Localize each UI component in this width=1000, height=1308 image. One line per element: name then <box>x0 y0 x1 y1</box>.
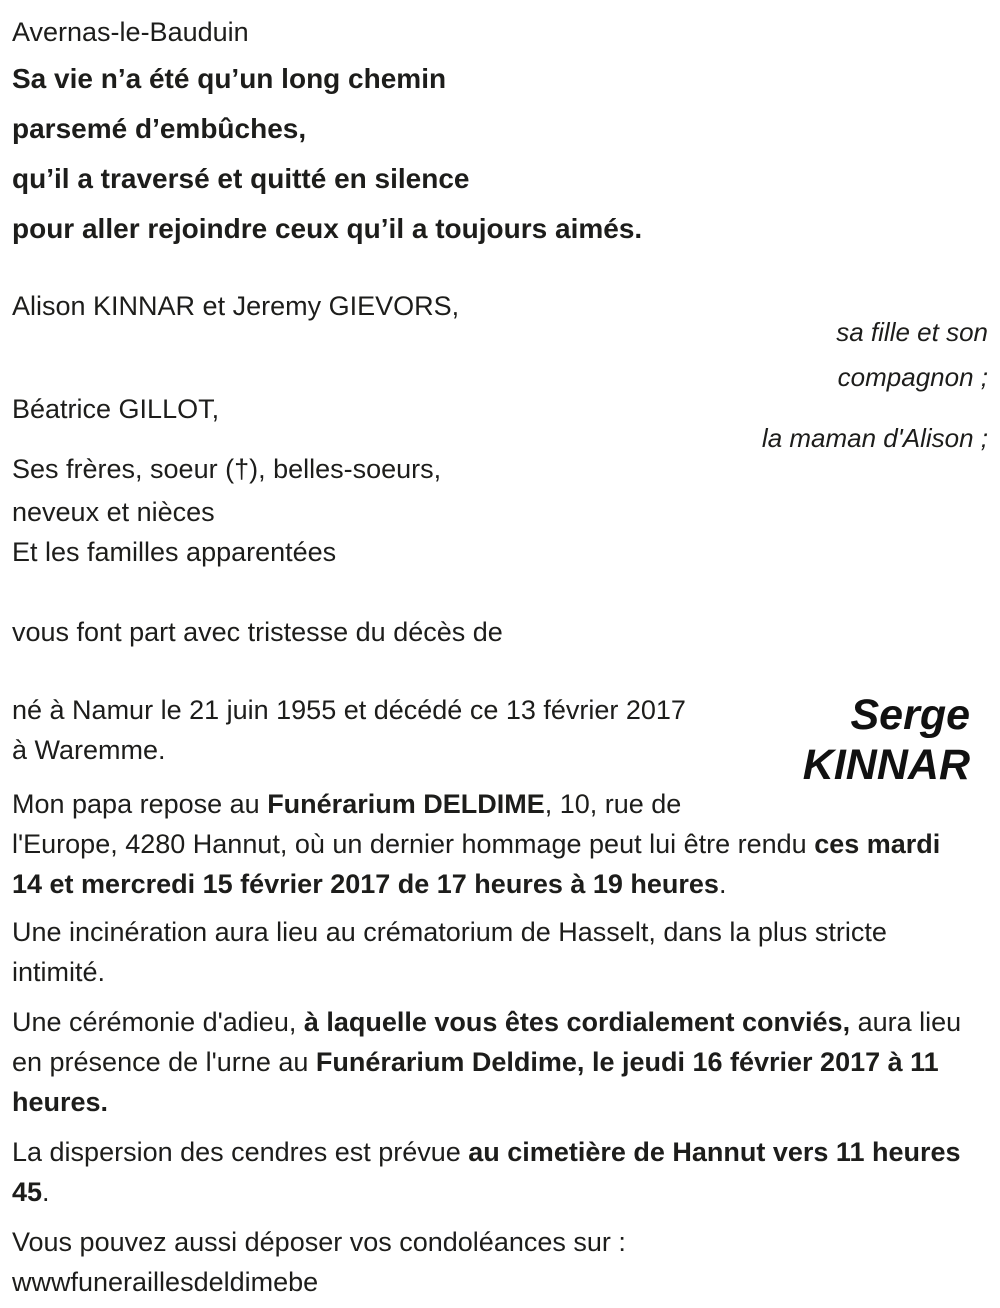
incineration-paragraph: Une incinération aura lieu au crématorium de Hasselt, dans la plus stricte intimité. <box>12 917 887 987</box>
family-siblings-line: Ses frères, soeur (†), belles-soeurs, <box>12 454 442 484</box>
website-text: wwwfuneraillesdeldimebe <box>12 1267 319 1297</box>
dispersion-place: au cimetière de Hannut vers 11 heures 45 <box>12 1137 961 1207</box>
repose-paragraph <box>12 784 970 904</box>
dispersion-text: . <box>42 1177 50 1207</box>
epitaph-line-2: parsemé d’embûches, <box>12 113 307 144</box>
epitaph-line-4: pour aller rejoindre ceux qu’il a toujours aimés. <box>12 213 643 244</box>
location-line: Avernas-le-Bauduin <box>12 17 249 47</box>
mother-relation-label: la maman d'Alison ; <box>761 423 988 453</box>
repose-text: Mon papa repose au <box>12 789 268 819</box>
repose-text: , 10, rue de l'Europe, 4280 Hannut, où un dernier hommage peut lui être rendu <box>12 789 815 859</box>
repose-text: . <box>718 869 727 899</box>
epitaph-line-1: Sa vie n’a été qu’un long chemin <box>12 63 447 94</box>
visitation-times: ces mardi 14 et mercredi 15 février 2017 de 17 heures à 19 heures <box>12 829 941 899</box>
relation-line: sa fille et son <box>836 317 988 347</box>
dispersion-paragraph <box>12 1132 970 1212</box>
ceremony-text: Une cérémonie d'adieu, <box>12 1007 304 1037</box>
ceremony-date: Funérarium Deldime, le jeudi 16 février 2017 à 11 heures. <box>12 1047 939 1117</box>
funerarium-name: Funérarium DELDIME <box>267 789 545 819</box>
family-nephews-line: neveux et nièces <box>12 497 215 527</box>
deceased-first-name: Serge <box>850 691 970 739</box>
announcement-line: vous font part avec tristesse du décès de <box>12 617 503 647</box>
family-mother-line: Béatrice GILLOT, <box>12 394 220 424</box>
announcement-body <box>12 690 970 1302</box>
epitaph-line-3: qu’il a traversé et quitté en silence <box>12 163 470 194</box>
life-dates-line-1: né à Namur le 21 juin 1955 et décédé ce 13 février 2017 <box>12 695 686 725</box>
epitaph <box>12 54 970 254</box>
deceased-last-name: KINNAR <box>802 741 970 789</box>
life-dates-line-2: à Waremme. <box>12 735 166 765</box>
family-related-line: Et les familles apparentées <box>12 537 337 567</box>
ceremony-invitation: à laquelle vous êtes cordialement conviés, <box>303 1007 851 1037</box>
condolences-paragraph: Vous pouvez aussi déposer vos condoléances sur : <box>12 1227 626 1257</box>
deceased-name <box>770 690 970 790</box>
daughter-relation-label <box>836 310 988 400</box>
dispersion-text: La dispersion des cendres est prévue <box>12 1137 469 1167</box>
ceremony-text: aura lieu en présence de l'urne au <box>12 1007 962 1077</box>
relation-line: compagnon ; <box>837 362 988 392</box>
ceremony-paragraph <box>12 1002 970 1122</box>
family-daughter-line: Alison KINNAR et Jeremy GIEVORS, <box>12 291 460 321</box>
